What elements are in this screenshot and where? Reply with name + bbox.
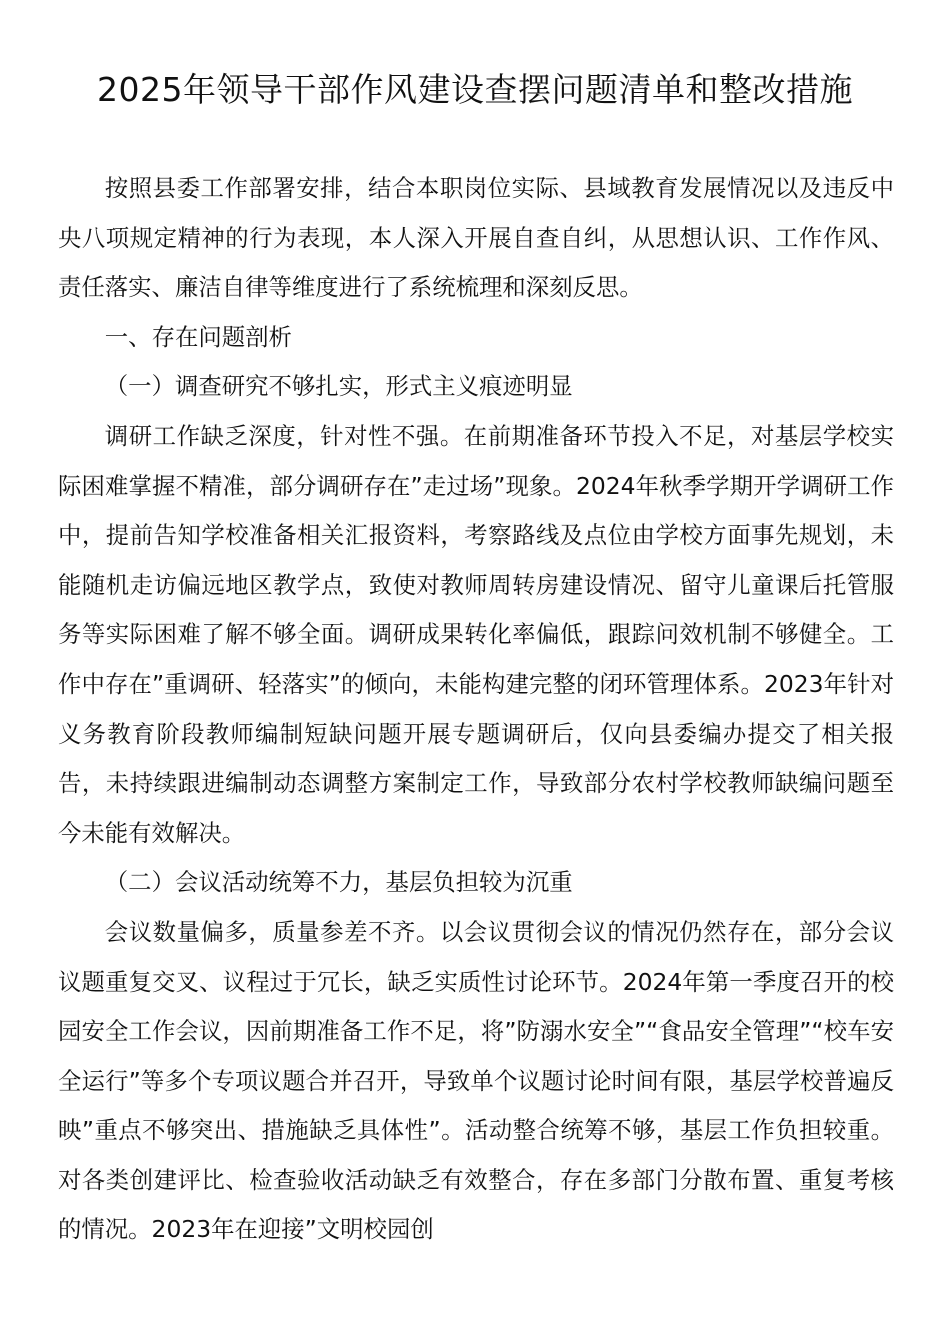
subsection-heading-research: （一）调查研究不够扎实，形式主义痕迹明显 — [104, 372, 573, 401]
section-heading-problems: 一、存在问题剖析 — [104, 322, 292, 351]
document-body — [58, 164, 894, 1255]
meetings-paragraph: 会议数量偏多，质量参差不齐。以会议贯彻会议的情况仍然存在，部分会议议题重复交叉、议程过于冗长，缺乏实质性讨论环节。2024年第一季度召开的校园安全工作会议，因前期准备工作不足，将”防溺水安全”“食品安全管理”“校车安全运行”等多个专项议题合并召开，导致单个议题讨论时间有限，基层学校普遍反映”重点不够突出、措施缺乏具体性”。活动整合统筹不够，基层工作负担较重。对各类创建评比、检查验收活动缺乏有效整合，存在多部门分散布置、重复考核的情况。2023年在迎接”文明校园创 — [58, 917, 894, 1244]
intro-paragraph: 按照县委工作部署安排，结合本职岗位实际、县域教育发展情况以及违反中央八项规定精神的行为表现，本人深入开展自查自纠，从思想认识、工作作风、责任落实、廉洁自律等维度进行了系统梳理和深刻反思。 — [58, 174, 894, 302]
research-paragraph: 调研工作缺乏深度，针对性不强。在前期准备环节投入不足，对基层学校实际困难掌握不精准，部分调研存在”走过场”现象。2024年秋季学期开学调研工作中，提前告知学校准备相关汇报资料，考察路线及点位由学校方面事先规划，未能随机走访偏远地区教学点，致使对教师周转房建设情况、留守儿童课后托管服务等实际困难了解不够全面。调研成果转化率偏低，跟踪问效机制不够健全。工作中存在”重调研、轻落实”的倾向，未能构建完整的闭环管理体系。2023年针对义务教育阶段教师编制短缺问题开展专题调研后，仅向县委编办提交了相关报告，未持续跟进编制动态调整方案制定工作，导致部分农村学校教师缺编问题至今未能有效解决。 — [58, 421, 894, 847]
subsection-heading-meetings: （二）会议活动统筹不力，基层负担较为沉重 — [104, 868, 573, 897]
document-title: 2025年领导干部作风建设查摆问题清单和整改措施 — [97, 70, 853, 109]
